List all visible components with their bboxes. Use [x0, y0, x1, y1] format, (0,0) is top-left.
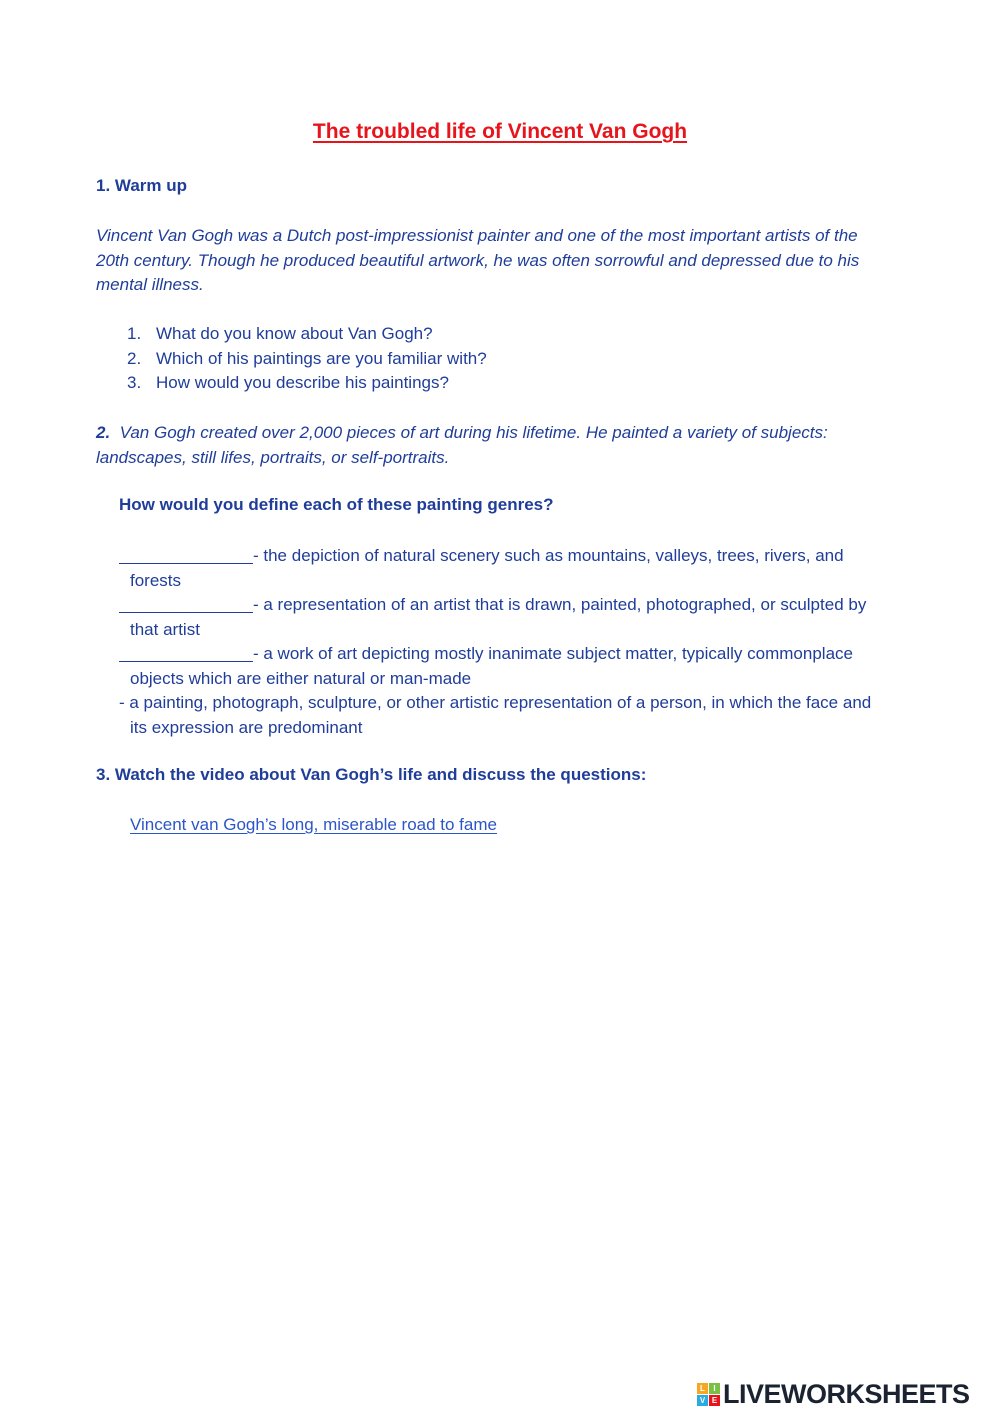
genres-intro	[96, 421, 886, 470]
logo-tile-l: L	[697, 1383, 708, 1394]
definition-item	[119, 642, 889, 691]
definition-text: - a work of art depicting mostly inanimate subject matter, typically commonplace objects which are either natural or man-made	[130, 644, 853, 688]
logo-tile-v: V	[697, 1395, 708, 1406]
video-link[interactable]: Vincent van Gogh’s long, miserable road to fame	[130, 815, 497, 834]
definition-text: - the depiction of natural scenery such as mountains, valleys, trees, rivers, and forests	[130, 546, 844, 590]
video-heading: 3. Watch the video about Van Gogh’s life and discuss the questions:	[96, 765, 647, 784]
definition-text: - a representation of an artist that is drawn, painted, photographed, or sculpted by that artist	[130, 595, 867, 639]
genres-question: How would you define each of these painting genres?	[119, 495, 554, 514]
logo-tile-e: E	[709, 1395, 720, 1406]
liveworksheets-logo	[697, 1379, 970, 1409]
question-text: What do you know about Van Gogh?	[156, 324, 433, 343]
question-number: 1.	[127, 324, 142, 343]
liveworksheets-logo-icon	[697, 1383, 720, 1406]
answer-blank-input[interactable]	[119, 594, 253, 613]
logo-tile-i: I	[709, 1383, 720, 1394]
definition-item	[119, 691, 889, 740]
question-text: How would you describe his paintings?	[156, 373, 449, 392]
question-text: Which of his paintings are you familiar with?	[156, 348, 487, 368]
definition-item	[119, 544, 889, 593]
liveworksheets-logo-text: LIVEWORKSHEETS	[723, 1378, 970, 1409]
question-item	[127, 371, 487, 396]
section-2-number: 2.	[96, 423, 111, 442]
page-title: The troubled life of Vincent Van Gogh	[312, 120, 688, 143]
question-number: 2.	[127, 348, 142, 368]
warm-up-question-list	[127, 322, 487, 396]
genre-definitions	[119, 544, 889, 740]
question-item	[127, 347, 487, 372]
warm-up-intro: Vincent Van Gogh was a Dutch post-impressionist painter and one of the most important artists of the 20th century. Though he produced beautiful artwork, he was often sorrowful and depressed due to his mental illness.	[96, 226, 860, 294]
answer-blank-input[interactable]	[119, 643, 253, 662]
genres-intro-text: Van Gogh created over 2,000 pieces of art during his lifetime. He painted a variety of subjects: landscapes, still lifes, portraits, or self-portraits.	[96, 423, 828, 467]
warm-up-heading: 1. Warm up	[96, 176, 187, 195]
definition-item	[119, 593, 889, 642]
definition-text: - a painting, photograph, sculpture, or other artistic representation of a person, in which the face and its expression are predominant	[119, 693, 872, 737]
question-item	[127, 322, 487, 347]
answer-blank-input[interactable]	[119, 545, 253, 564]
question-number: 3.	[127, 373, 142, 392]
